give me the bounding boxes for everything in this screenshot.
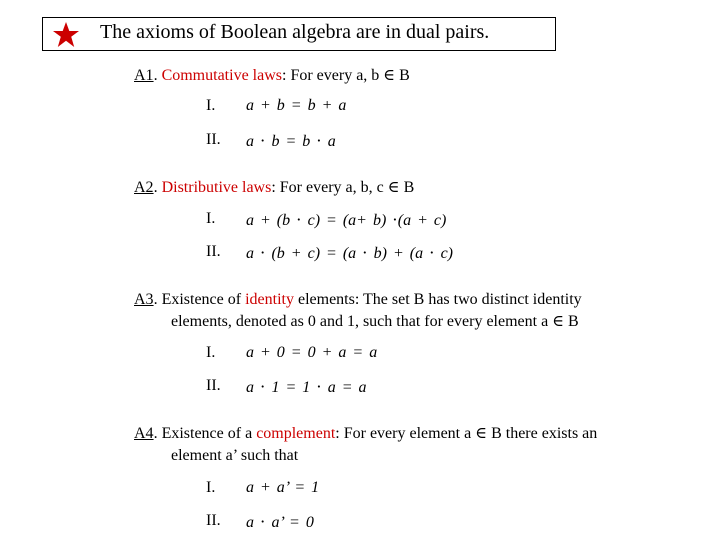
axiom-a2-roman-1: I. [206, 210, 216, 227]
axiom-a1-number: A1 [134, 67, 154, 84]
axiom-a4-roman-1: I. [206, 479, 216, 496]
axiom-a3-heading [134, 289, 582, 333]
axiom-a4-name: complement [256, 425, 336, 442]
axiom-a4-pre: . Existence of a [153, 425, 257, 442]
axiom-a4-equation-1: a + a’ = 1 [246, 479, 320, 496]
axiom-a1-roman-2: II. [206, 131, 221, 148]
slide-title: The axioms of Boolean algebra are in dual pairs. [100, 21, 490, 43]
axiom-a2-rest: : For every a, b, c ∈ B [271, 179, 415, 196]
axiom-a2-sep: . [153, 179, 162, 196]
axiom-a4-heading [134, 423, 597, 467]
axiom-a1-heading [134, 65, 410, 87]
axiom-a3-roman-1: I. [206, 344, 216, 361]
axiom-a1-sep: . [153, 67, 162, 84]
axiom-a3-name: identity [245, 291, 294, 308]
axiom-a1-rest: : For every a, b ∈ B [282, 67, 410, 84]
axiom-a2-equation-1: a + (b ⋅ c) = (a+ b) ⋅(a + c) [246, 212, 447, 229]
axiom-a2-number: A2 [134, 179, 154, 196]
axiom-a3-rest: elements: The set B has two distinct identity [293, 291, 582, 308]
axiom-a4-rest: : For every element a ∈ B there exists an [335, 425, 598, 442]
axiom-a3-roman-2: II. [206, 377, 221, 394]
star-icon [52, 21, 80, 49]
axiom-a1-name: Commutative laws [161, 67, 282, 84]
axiom-a3-pre: . Existence of [153, 291, 246, 308]
axiom-a2-name: Distributive laws [161, 179, 272, 196]
axiom-a3-equation-2: a ⋅ 1 = 1 ⋅ a = a [246, 379, 367, 396]
axiom-a4-number: A4 [134, 425, 154, 442]
axiom-a1-equation-1: a + b = b + a [246, 97, 347, 114]
axiom-a1-equation-2: a ⋅ b = b ⋅ a [246, 133, 336, 150]
axiom-a3-equation-1: a + 0 = 0 + a = a [246, 344, 378, 361]
axiom-a4-roman-2: II. [206, 512, 221, 529]
axiom-a4-line2: element a’ such that [171, 447, 299, 464]
axiom-a2-equation-2: a ⋅ (b + c) = (a ⋅ b) + (a ⋅ c) [246, 245, 453, 262]
axiom-a2-roman-2: II. [206, 243, 221, 260]
axiom-a2-heading [134, 177, 414, 199]
axiom-a3-number: A3 [134, 291, 154, 308]
axiom-a3-line2: elements, denoted as 0 and 1, such that for every element a ∈ B [171, 313, 579, 330]
axiom-a1-roman-1: I. [206, 97, 216, 114]
axiom-a4-equation-2: a ⋅ a’ = 0 [246, 514, 314, 531]
